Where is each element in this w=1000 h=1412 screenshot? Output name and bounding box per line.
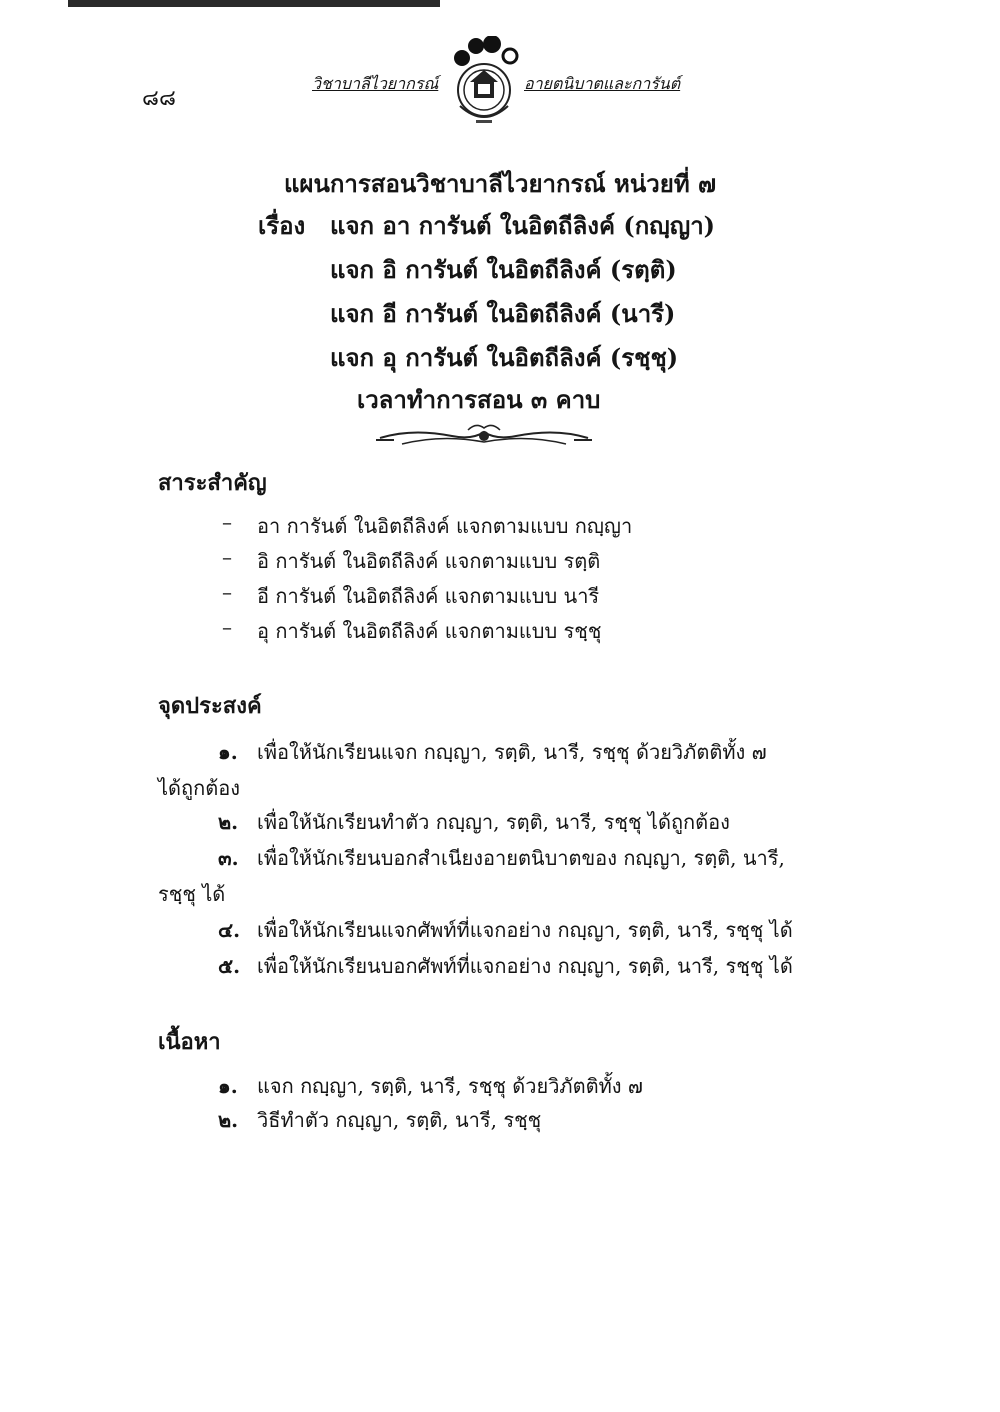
essence-item-2: อิ การันต์ ในอิตถีลิงค์ แจกตามแบบ รตฺติ <box>257 549 601 573</box>
content-number-2: ๒. <box>218 1108 239 1132</box>
objective-text-5: เพื่อให้นักเรียนบอกศัพท์ที่แจกอย่าง กญฺญา, รตฺติ, นารี, รชฺชุ ได้ <box>257 954 793 978</box>
objective-text-1: เพื่อให้นักเรียนแจก กญฺญา, รตฺติ, นารี, รชฺชุ ด้วยวิภัตติทั้ง ๗ <box>257 740 767 764</box>
objective-text-3: เพื่อให้นักเรียนบอกสำเนียงอายตนิบาตของ กญฺญา, รตฺติ, นารี, <box>257 846 785 870</box>
objective-number-5: ๕. <box>218 954 241 978</box>
header-left-title: วิชาบาลีไวยากรณ์ <box>312 74 439 93</box>
objective-number-3: ๓. <box>218 846 239 870</box>
essence-heading: สาระสำคัญ <box>158 470 267 496</box>
subject-line-4: แจก อุ การันต์ ในอิตถีลิงค์ (รชฺชุ) <box>330 343 679 372</box>
bullet-dash: – <box>222 580 232 604</box>
objectives-heading: จุดประสงค์ <box>158 693 262 719</box>
bullet-dash: – <box>222 545 232 569</box>
bullet-dash: – <box>222 615 232 639</box>
objective-cont-3: รชฺชุ ได้ <box>158 882 226 906</box>
top-edge-bar <box>68 0 440 7</box>
objective-cont-1: ได้ถูกต้อง <box>158 776 241 800</box>
content-number-1: ๑. <box>218 1074 238 1098</box>
essence-item-4: อุ การันต์ ในอิตถีลิงค์ แจกตามแบบ รชฺชุ <box>257 619 602 643</box>
bullet-dash: – <box>222 510 232 534</box>
school-emblem-icon <box>446 36 526 132</box>
teaching-time: เวลาทำการสอน ๓ คาบ <box>357 385 601 414</box>
objective-number-2: ๒. <box>218 810 239 834</box>
page-number: ๘๘ <box>142 86 176 111</box>
essence-item-3: อี การันต์ ในอิตถีลิงค์ แจกตามแบบ นารี <box>257 584 600 608</box>
subject-line-2: แจก อิ การันต์ ในอิตถีลิงค์ (รตฺติ) <box>330 255 677 284</box>
header-right-title: อายตนิบาตและการันต์ <box>524 74 681 93</box>
subject-line-3: แจก อี การันต์ ในอิตถีลิงค์ (นารี) <box>330 299 676 328</box>
subject-line-1: แจก อา การันต์ ในอิตถีลิงค์ (กญฺญา) <box>330 211 716 240</box>
essence-item-1: อา การันต์ ในอิตถีลิงค์ แจกตามแบบ กญฺญา <box>257 514 633 538</box>
subject-label: เรื่อง <box>258 211 306 240</box>
objective-text-2: เพื่อให้นักเรียนทำตัว กญฺญา, รตฺติ, นารี, รชฺชุ ได้ถูกต้อง <box>257 810 730 834</box>
objective-number-1: ๑. <box>218 740 238 764</box>
content-heading: เนื้อหา <box>158 1029 221 1055</box>
content-item-2: วิธีทำตัว กญฺญา, รตฺติ, นารี, รชฺชุ <box>257 1108 542 1132</box>
ornament-divider-icon <box>372 418 596 454</box>
content-item-1: แจก กญฺญา, รตฺติ, นารี, รชฺชุ ด้วยวิภัตติทั้ง ๗ <box>257 1074 643 1098</box>
objective-text-4: เพื่อให้นักเรียนแจกศัพท์ที่แจกอย่าง กญฺญา, รตฺติ, นารี, รชฺชุ ได้ <box>257 918 793 942</box>
document-title: แผนการสอนวิชาบาลีไวยากรณ์ หน่วยที่ ๗ <box>283 169 717 198</box>
objective-number-4: ๔. <box>218 918 241 942</box>
